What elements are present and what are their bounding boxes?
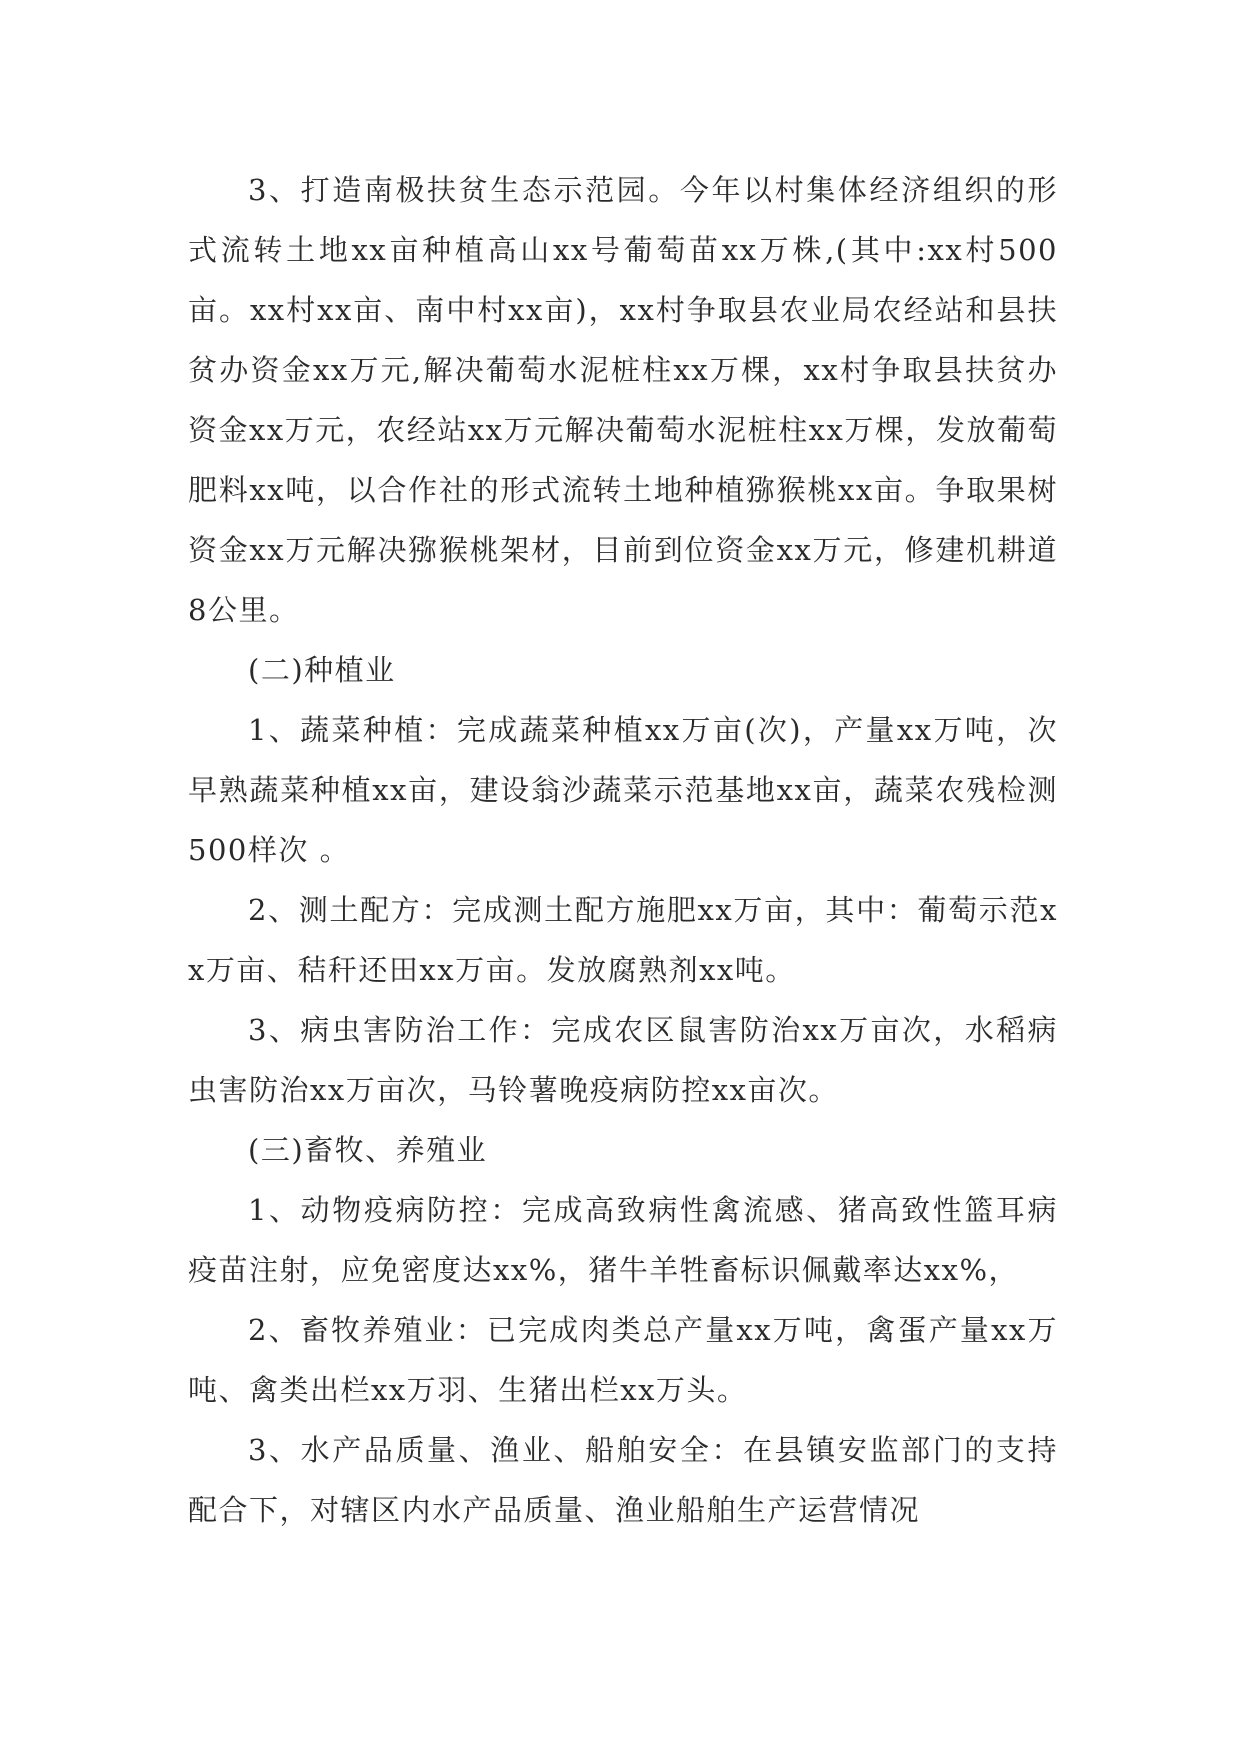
paragraph-ecological-park: 3、打造南极扶贫生态示范园。今年以村集体经济组织的形式流转土地xx亩种植高山xx号葡萄苗xx万株,(其中:xx村500亩。xx村xx亩、南中村xx亩)，xx村争取县农业局农经站和县扶贫办资金xx万元,解决葡萄水泥桩柱xx万棵，xx村争取县扶贫办资金xx万元，农经站xx万元解决葡萄水泥桩柱xx万棵，发放葡萄肥料xx吨，以合作社的形式流转土地种植猕猴桃xx亩。争取果树资金xx万元解决猕猴桃架材，目前到位资金xx万元，修建机耕道8公里。	[188, 173, 1058, 627]
paragraph-livestock-breeding: 2、畜牧养殖业：已完成肉类总产量xx万吨，禽蛋产量xx万吨、禽类出栏xx万羽、生猪出栏xx万头。	[188, 1313, 1058, 1407]
paragraph-vegetable-planting: 1、蔬菜种植：完成蔬菜种植xx万亩(次)，产量xx万吨，次早熟蔬菜种植xx亩，建设翁沙蔬菜示范基地xx亩，蔬菜农残检测500样次 。	[188, 713, 1058, 867]
section-heading-livestock: (三)畜牧、养殖业	[248, 1133, 488, 1167]
section-heading-planting: (二)种植业	[248, 653, 396, 687]
paragraph-pest-control: 3、病虫害防治工作：完成农区鼠害防治xx万亩次，水稻病虫害防治xx万亩次，马铃薯晚疫病防控xx亩次。	[188, 1013, 1058, 1107]
document-body	[188, 160, 1058, 1540]
paragraph-animal-disease: 1、动物疫病防控：完成高致病性禽流感、猪高致性篮耳病疫苗注射，应免密度达xx%，猪牛羊牲畜标识佩戴率达xx%，	[188, 1193, 1058, 1287]
paragraph-soil-testing: 2、测土配方：完成测土配方施肥xx万亩，其中：葡萄示范xx万亩、秸秆还田xx万亩。发放腐熟剂xx吨。	[188, 893, 1058, 987]
paragraph-aquatic-safety: 3、水产品质量、渔业、船舶安全：在县镇安监部门的支持配合下，对辖区内水产品质量、渔业船舶生产运营情况	[188, 1433, 1058, 1527]
